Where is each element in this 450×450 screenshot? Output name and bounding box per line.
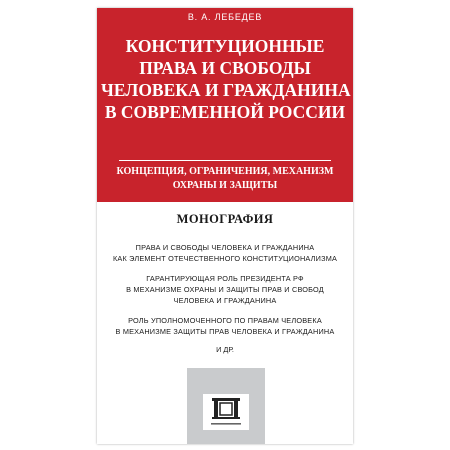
topic-item: [103, 315, 347, 337]
title-line: КОНСТИТУЦИОННЫЕ: [125, 36, 325, 56]
book-title: [101, 35, 349, 123]
cover-red-panel: [97, 8, 353, 202]
etc-label: И ДР.: [216, 345, 234, 354]
book-subtitle: [101, 165, 349, 193]
topic-item: [103, 273, 347, 306]
topic-line: КАК ЭЛЕМЕНТ ОТЕЧЕСТВЕННОГО КОНСТИТУЦИОНАЛИЗМА: [112, 254, 338, 263]
topic-line: РОЛЬ УПОЛНОМОЧЕННОГО ПО ПРАВАМ ЧЕЛОВЕКА: [128, 316, 322, 325]
publisher-logo-box: [187, 368, 265, 444]
prospekt-logo-graphic: [203, 394, 249, 430]
topic-line: В МЕХАНИЗМЕ ОХРАНЫ И ЗАЩИТЫ ПРАВ И СВОБОД: [126, 285, 324, 294]
subtitle-line: ОХРАНЫ И ЗАЩИТЫ: [172, 180, 278, 191]
topic-line: ЧЕЛОВЕКА И ГРАЖДАНИНА: [173, 296, 277, 305]
title-line: ПРАВА И СВОБОДЫ: [139, 58, 311, 78]
title-line: ЧЕЛОВЕКА И ГРАЖДАНИНА: [101, 80, 351, 100]
topic-line: ГАРАНТИРУЮЩАЯ РОЛЬ ПРЕЗИДЕНТА РФ: [146, 274, 304, 283]
author-name: В. А. ЛЕБЕДЕВ: [187, 12, 263, 22]
topic-line: В МЕХАНИЗМЕ ЗАЩИТЫ ПРАВ ЧЕЛОВЕКА И ГРАЖДАНИНА: [115, 327, 335, 336]
topic-item: [103, 242, 347, 264]
title-line: В СОВРЕМЕННОЙ РОССИИ: [104, 102, 346, 122]
subtitle-line: КОНЦЕПЦИЯ, ОГРАНИЧЕНИЯ, МЕХАНИЗМ: [116, 166, 334, 177]
prospekt-logo-icon: [203, 394, 249, 430]
book-cover: [97, 8, 353, 444]
topics-list: [103, 242, 347, 346]
genre-label: МОНОГРАФИЯ: [176, 212, 274, 226]
title-divider: [119, 160, 331, 161]
topic-line: ПРАВА И СВОБОДЫ ЧЕЛОВЕКА И ГРАЖДАНИНА: [135, 243, 315, 252]
